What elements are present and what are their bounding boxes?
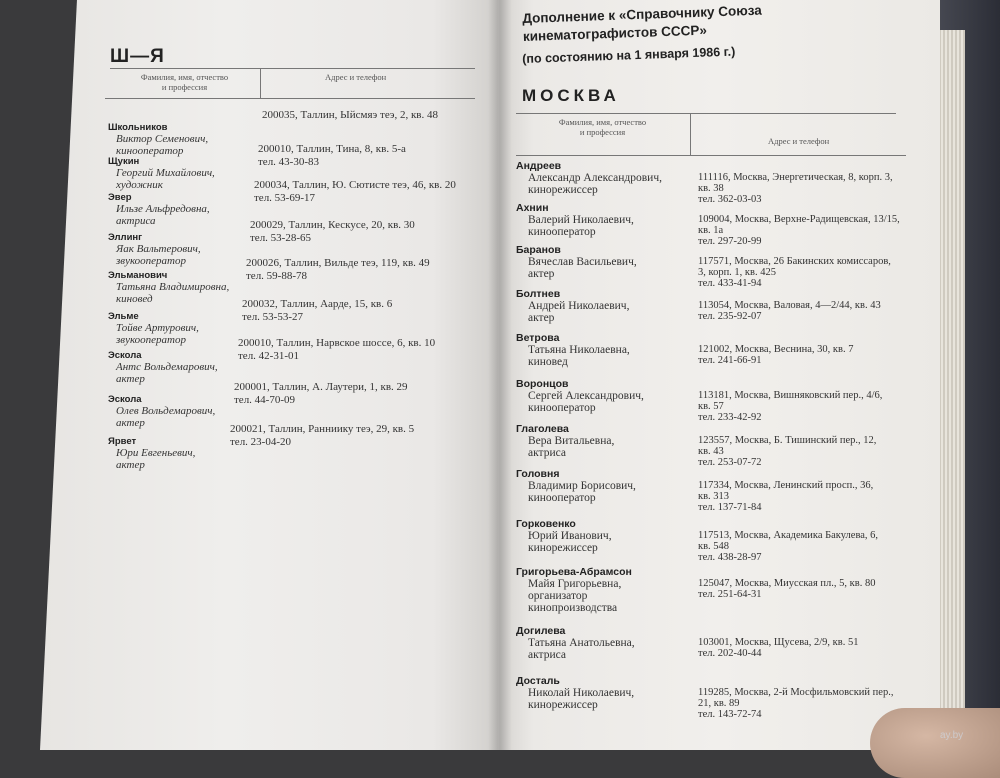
- entry-given-name: Георгий Михайлович,: [116, 167, 215, 179]
- entry-phone: тел. 202-40-44: [698, 648, 762, 659]
- entry-given-name: Андрей Николаевич,: [528, 300, 630, 312]
- entry-address: 3, корп. 1, кв. 425: [698, 267, 776, 278]
- entry-phone: тел. 53-28-65: [250, 232, 312, 244]
- entry-given-name: Валерий Николаевич,: [528, 214, 634, 226]
- entry-address: кв. 313: [698, 491, 730, 502]
- entry-surname: Ветрова: [516, 332, 560, 344]
- entry-address: кв. 57: [698, 401, 724, 412]
- entry-profession: кинорежиссер: [528, 699, 598, 711]
- entry-surname: Догилева: [516, 625, 566, 637]
- entry-surname: Воронцов: [516, 378, 569, 390]
- section-letters: Ш—Я: [110, 46, 165, 67]
- entry-surname: Эльманович: [108, 270, 168, 281]
- entry-phone: тел. 53-53-27: [242, 311, 304, 323]
- header-top-rule: [516, 113, 896, 114]
- entry-given-name: Александр Александрович,: [528, 172, 662, 184]
- entry-profession: кинооператор: [528, 492, 596, 504]
- entry-surname: Досталь: [516, 675, 560, 687]
- entry-profession: кинооператор: [528, 226, 596, 238]
- entry-address: 111116, Москва, Энергетическая, 8, корп. 3,: [698, 172, 893, 183]
- entry-phone: тел. 362-03-03: [698, 194, 762, 205]
- entry-phone: тел. 253-07-72: [698, 457, 762, 468]
- entry-phone: тел. 53-69-17: [254, 192, 316, 204]
- supplement-date: (по состоянию на 1 января 1986 г.): [522, 44, 736, 66]
- entry-phone: тел. 241-66-91: [698, 355, 762, 366]
- entry-surname: Ахнин: [516, 202, 549, 214]
- entry-address: кв. 38: [698, 183, 724, 194]
- entry-surname: Григорьева-Абрамсон: [516, 566, 632, 578]
- header-top-rule: [110, 68, 475, 69]
- entry-given-name: Тойве Артурович,: [116, 322, 199, 334]
- entry-address: кв. 548: [698, 541, 730, 552]
- entry-address: 200001, Таллин, А. Лаутери, 1, кв. 29: [234, 381, 408, 393]
- entry-address: 117571, Москва, 26 Бакинских комиссаров,: [698, 256, 891, 267]
- book-spine-shadow: [488, 0, 512, 750]
- entry-surname: Эскола: [108, 350, 142, 361]
- entry-phone: тел. 44-70-09: [234, 394, 296, 406]
- entry-profession: кинооператор: [116, 145, 184, 157]
- entry-address: 200035, Таллин, Ыйсмяэ теэ, 2, кв. 48: [262, 109, 438, 121]
- entry-profession: кинорежиссер: [528, 184, 598, 196]
- entry-surname: Эвер: [108, 192, 132, 203]
- entry-profession: актер: [528, 312, 555, 324]
- entry-phone: тел. 433-41-94: [698, 278, 762, 289]
- entry-phone: тел. 235-92-07: [698, 311, 762, 322]
- entry-address: 109004, Москва, Верхне-Радищевская, 13/15,: [698, 214, 900, 225]
- entry-profession: кинорежиссер: [528, 542, 598, 554]
- entry-given-name: Татьяна Николаевна,: [528, 344, 630, 356]
- entry-address: 117334, Москва, Ленинский просп., 36,: [698, 480, 874, 491]
- watermark: ay.by: [940, 730, 964, 741]
- entry-address: 200010, Таллин, Нарвское шоссе, 6, кв. 10: [238, 337, 436, 349]
- entry-phone: тел. 438-28-97: [698, 552, 762, 563]
- entry-address: 125047, Москва, Миусская пл., 5, кв. 80: [698, 578, 876, 589]
- entry-profession: звукооператор: [116, 255, 187, 267]
- entry-address: 117513, Москва, Академика Бакулева, 6,: [698, 530, 879, 541]
- header-name-line1: Фамилия, имя, отчество: [558, 117, 647, 127]
- entry-profession: киновед: [116, 293, 153, 305]
- header-name-col: [112, 72, 257, 92]
- entry-surname: Ярвет: [108, 436, 137, 447]
- entry-address: 103001, Москва, Щусева, 2/9, кв. 51: [698, 637, 859, 648]
- header-name-col: [520, 117, 685, 137]
- title-line1: Дополнение к «Справочнику Союза: [522, 2, 763, 26]
- header-name-line2: и профессия: [579, 127, 626, 137]
- entry-address: кв. 1а: [698, 225, 724, 236]
- entry-profession: звукооператор: [116, 334, 187, 346]
- entry-profession: художник: [116, 179, 163, 191]
- entry-phone: тел. 233-42-92: [698, 412, 762, 423]
- entry-profession: актриса: [116, 215, 156, 227]
- entry-profession: киновед: [528, 356, 568, 368]
- entry-address: 200010, Таллин, Тина, 8, кв. 5-а: [258, 143, 406, 155]
- entry-address: 200021, Таллин, Ранниику теэ, 29, кв. 5: [230, 423, 415, 435]
- header-name-line1: Фамилия, имя, отчество: [140, 72, 229, 82]
- entry-address: 113181, Москва, Вишняковский пер., 4/6,: [698, 390, 883, 401]
- entry-surname: Болтнев: [516, 288, 561, 300]
- entry-profession: актер: [528, 268, 555, 280]
- entry-surname: Андреев: [516, 160, 562, 172]
- entry-profession: организатор: [528, 590, 588, 602]
- header-bottom-rule: [516, 155, 906, 156]
- city-heading: МОСКВА: [522, 86, 620, 105]
- entry-profession: актриса: [528, 447, 566, 459]
- entry-phone: тел. 143-72-74: [698, 709, 762, 720]
- entry-surname: Эллинг: [108, 232, 143, 243]
- header-address-col: Адрес и телефон: [325, 72, 387, 82]
- entry-address: 200029, Таллин, Кескусе, 20, кв. 30: [250, 219, 415, 231]
- entry-profession: актер: [116, 373, 145, 385]
- entry-phone: тел. 42-31-01: [238, 350, 300, 362]
- entry-phone: тел. 137-71-84: [698, 502, 762, 513]
- entry-given-name: Вера Витальевна,: [528, 435, 615, 447]
- entry-given-name: Виктор Семенович,: [116, 133, 209, 145]
- entry-profession: актер: [116, 417, 145, 429]
- title-line2: кинематографистов СССР»: [522, 22, 708, 44]
- header-bottom-rule: [105, 98, 475, 99]
- entry-profession: кинооператор: [528, 402, 596, 414]
- entry-address: 200032, Таллин, Аарде, 15, кв. 6: [242, 298, 393, 310]
- entry-given-name: Владимир Борисович,: [528, 480, 636, 492]
- entry-surname: Баранов: [516, 244, 561, 256]
- entry-phone: тел. 297-20-99: [698, 236, 762, 247]
- entry-phone: тел. 251-64-31: [698, 589, 762, 600]
- entry-given-name: Сергей Александрович,: [528, 390, 644, 402]
- entry-given-name: Олев Вольдемарович,: [116, 405, 216, 417]
- entry-surname: Эскола: [108, 394, 142, 405]
- entry-given-name: Татьяна Владимировна,: [116, 281, 230, 293]
- entry-address: 123557, Москва, Б. Тишинский пер., 12,: [698, 435, 877, 446]
- entry-address: 121002, Москва, Веснина, 30, кв. 7: [698, 344, 854, 355]
- entry-profession: актер: [116, 459, 145, 471]
- entry-given-name: Юрий Иванович,: [528, 530, 612, 542]
- entry-given-name: Николай Николаевич,: [528, 687, 635, 699]
- entry-given-name: Майя Григорьевна,: [528, 578, 622, 590]
- header-address-col: Адрес и телефон: [768, 136, 830, 146]
- entry-surname: Глаголева: [516, 423, 569, 435]
- entry-address: 200034, Таллин, Ю. Сютисте теэ, 46, кв. 20: [254, 179, 456, 191]
- thumb: [870, 708, 1000, 778]
- entry-phone: тел. 59-88-78: [246, 270, 308, 282]
- entry-address: 200026, Таллин, Вильде теэ, 119, кв. 49: [246, 257, 430, 269]
- entry-given-name: Ильзе Альфредовна,: [116, 203, 210, 215]
- header-divider: [690, 113, 691, 155]
- header-divider: [260, 68, 261, 98]
- entry-profession: актриса: [528, 649, 566, 661]
- entry-profession: кинопроизводства: [528, 602, 618, 614]
- entry-address: 113054, Москва, Валовая, 4—2/44, кв. 43: [698, 300, 881, 311]
- entry-surname: Школьников: [108, 122, 168, 133]
- entry-surname: Эльме: [108, 311, 139, 322]
- entry-given-name: Татьяна Анатольевна,: [528, 637, 635, 649]
- entry-address: 21, кв. 89: [698, 698, 740, 709]
- entry-given-name: Вячеслав Васильевич,: [528, 256, 637, 268]
- entry-given-name: Яак Вальтерович,: [116, 243, 201, 255]
- entry-given-name: Юри Евгеньевич,: [116, 447, 196, 459]
- entry-surname: Щукин: [108, 156, 140, 167]
- entry-address: 119285, Москва, 2-й Мосфильмовский пер.,: [698, 687, 894, 698]
- entry-phone: тел. 23-04-20: [230, 436, 292, 448]
- entry-surname: Головня: [516, 468, 560, 480]
- entry-address: кв. 43: [698, 446, 724, 457]
- entry-phone: тел. 43-30-83: [258, 156, 320, 168]
- entry-given-name: Антс Вольдемарович,: [116, 361, 218, 373]
- entry-surname: Горковенко: [516, 518, 576, 530]
- header-name-line2: и профессия: [161, 82, 208, 92]
